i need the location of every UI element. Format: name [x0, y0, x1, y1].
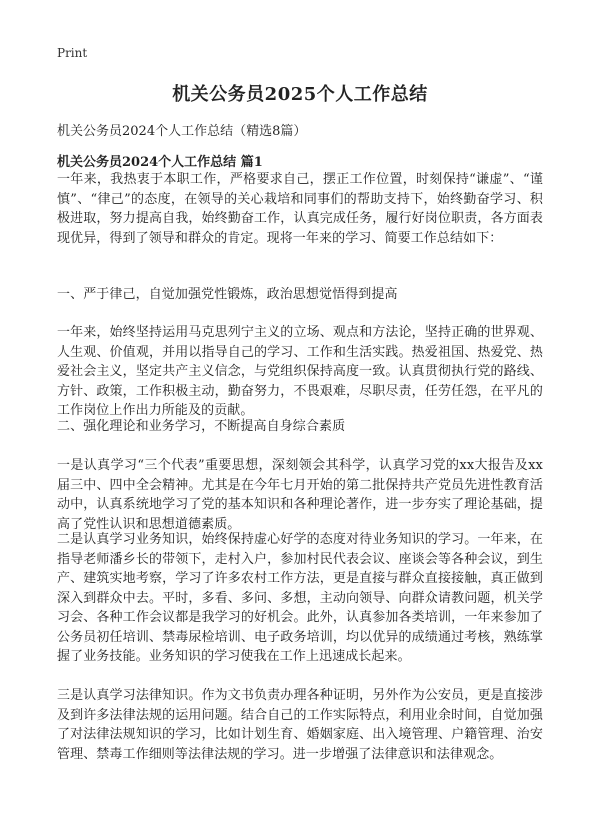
document-title: 机关公务员2025个人工作总结 [172, 84, 428, 105]
section-title: 机关公务员2024个人工作总结 篇1 [57, 155, 263, 170]
document-subtitle: 机关公务员2024个人工作总结（精选8篇） [57, 124, 307, 139]
paragraph-intro: 一年来，我热衷于本职工作，严格要求自己，摆正工作位置，时刻保持“谦虚”、“谨慎”、“律己”的态度，在领导的关心栽培和同事们的帮助支持下，始终勤奋学习、积极进取，努力提高自我，始终勤奋工作，认真完成任务，履行好岗位职责，各方面表现优异，得到了领导和群众的肯定。现将一年来的学习、简要工作总结如下： [57, 172, 543, 246]
heading-one: 一、严于律己，自觉加强党性锻炼，政治思想觉悟得到提高 [57, 287, 398, 302]
paragraph-one: 一年来，始终坚持运用马克思列宁主义的立场、观点和方法论，坚持正确的世界观、人生观、价值观，并用以指导自己的学习、工作和生活实践。热爱祖国、热爱党、热爱社会主义，坚定共产主义信念，与党组织保持高度一致。认真贯彻执行党的路线、方针、政策，工作积极主动，勤奋努力，不畏艰难，尽职尽责，任劳任怨，在平凡的工作岗位上作出力所能及的贡献。 [57, 325, 543, 418]
paragraph-two-a: 一是认真学习“三个代表”重要思想，深刻领会其科学，认真学习党的xx大报告及xx届三中、四中全会精神。尤其是在今年七月开始的第二批保持共产党员先进性教育活动中，认真系统地学习了党的基本知识和各种理论著作，进一步夯实了理论基础，提高了党性认识和思想道德素质。 [57, 458, 543, 532]
paragraph-two-b: 二是认真学习业务知识，始终保持虚心好学的态度对待业务知识的学习。一年来，在指导老师潘乡长的带领下，走村入户，参加村民代表会议、座谈会等各种会议，到生产、建筑实地考察，学习了许多农村工作方法，更是直接与群众直接接触，真正做到深入到群众中去。平时，多看、多问、多想，主动向领导、向群众请教问题，机关学习会、各种工作会议都是我学习的好机会。此外，认真参加各类培训，一年来参加了公务员初任培训、禁毒尿检培训、电子政务培训，均以优异的成绩通过考核，熟练掌握了业务技能。业务知识的学习使我在工作上迅速成长起来。 [57, 532, 543, 664]
print-link[interactable]: Print [57, 46, 88, 60]
paragraph-two-c: 三是认真学习法律知识。作为文书负责办理各种证明，另外作为公安员，更是直接涉及到许多法律法规的运用问题。结合自己的工作实际特点，利用业余时间，自觉加强了对法律法规知识的学习，比如计划生育、婚姻家庭、出入境管理、户籍管理、治安管理、禁毒工作细则等法律法规的学习。进一步增强了法律意识和法律观念。 [57, 688, 543, 762]
heading-two: 二、强化理论和业务学习，不断提高自身综合素质 [57, 419, 346, 434]
